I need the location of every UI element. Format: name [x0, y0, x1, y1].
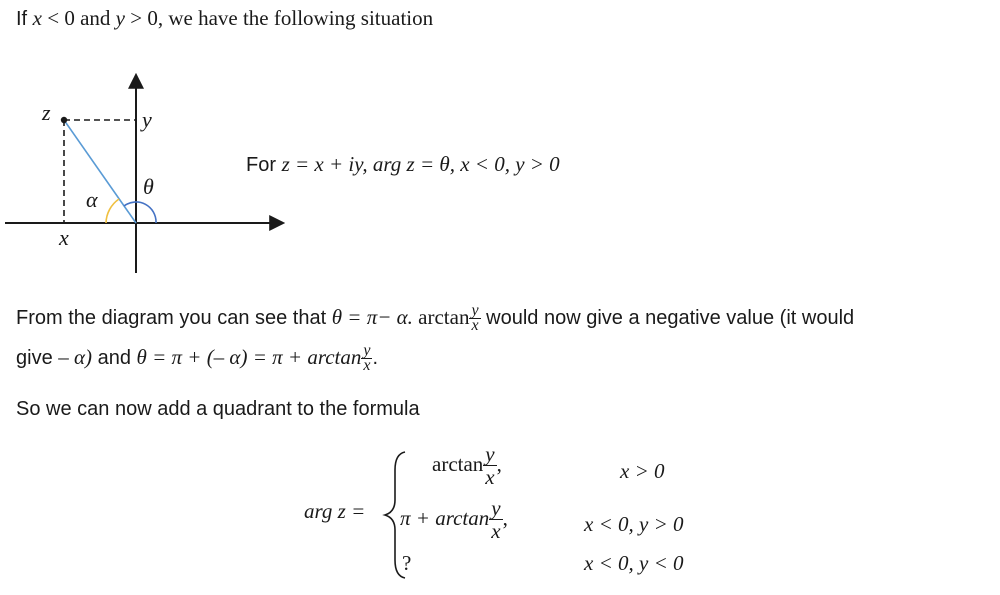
case-1-num: y — [485, 442, 495, 466]
case-1-fraction — [483, 443, 496, 488]
label-theta: θ — [143, 174, 154, 199]
para1-math-2: – α) — [58, 344, 93, 369]
frac-den: x — [471, 317, 479, 334]
frac-den-2: x — [363, 357, 371, 374]
para1-period: . — [372, 346, 379, 369]
para1-arctan: arctan — [412, 304, 470, 329]
formula-lhs: arg z = — [304, 499, 366, 523]
case-2-num: y — [491, 496, 501, 520]
case-2-expr — [400, 497, 508, 542]
label-x: x — [59, 225, 69, 250]
for-line-text: For — [246, 154, 282, 176]
case-1-func: arctan — [432, 451, 484, 476]
para1-text-2: would now give a negative value (it would — [480, 306, 855, 329]
heading-x: x — [32, 6, 42, 30]
label-alpha: α — [86, 187, 98, 212]
heading-y: y — [115, 6, 125, 30]
case-2-fraction — [489, 497, 502, 542]
case-2-den: x — [491, 519, 501, 543]
case-1-cond: x > 0 — [620, 459, 665, 483]
case-2-cond: x < 0, y > 0 — [584, 512, 684, 536]
case-1-den: x — [485, 465, 495, 489]
para1-math-3: θ = π + (– α) = π + arctan — [136, 344, 362, 369]
heading-text-2: < 0 and — [42, 6, 116, 30]
case-3-expr: ? — [402, 551, 412, 575]
heading-text-1: If — [16, 8, 33, 30]
para1-math-1: θ = π− α. — [331, 304, 413, 329]
case-2-comma: , — [502, 505, 508, 530]
case-3-cond: x < 0, y < 0 — [584, 551, 684, 575]
case-2-func: π + arctan — [400, 505, 490, 530]
para1-text-4: and — [92, 346, 137, 369]
frac-num-2: y — [363, 342, 371, 359]
para1-text-1: From the diagram you can see that — [16, 306, 332, 329]
case-1-expr — [432, 443, 502, 488]
para2: So we can now add a quadrant to the formula — [16, 398, 420, 420]
label-z: z — [42, 100, 51, 125]
heading-text-3: > 0, we have the following situation — [125, 6, 434, 30]
frac-num: y — [471, 302, 479, 319]
para1-text-3: give — [16, 346, 59, 369]
case-1-comma: , — [496, 451, 502, 476]
for-line-expr: z = x + iy, arg z = θ, x < 0, y > 0 — [281, 152, 560, 176]
label-y: y — [142, 107, 152, 132]
